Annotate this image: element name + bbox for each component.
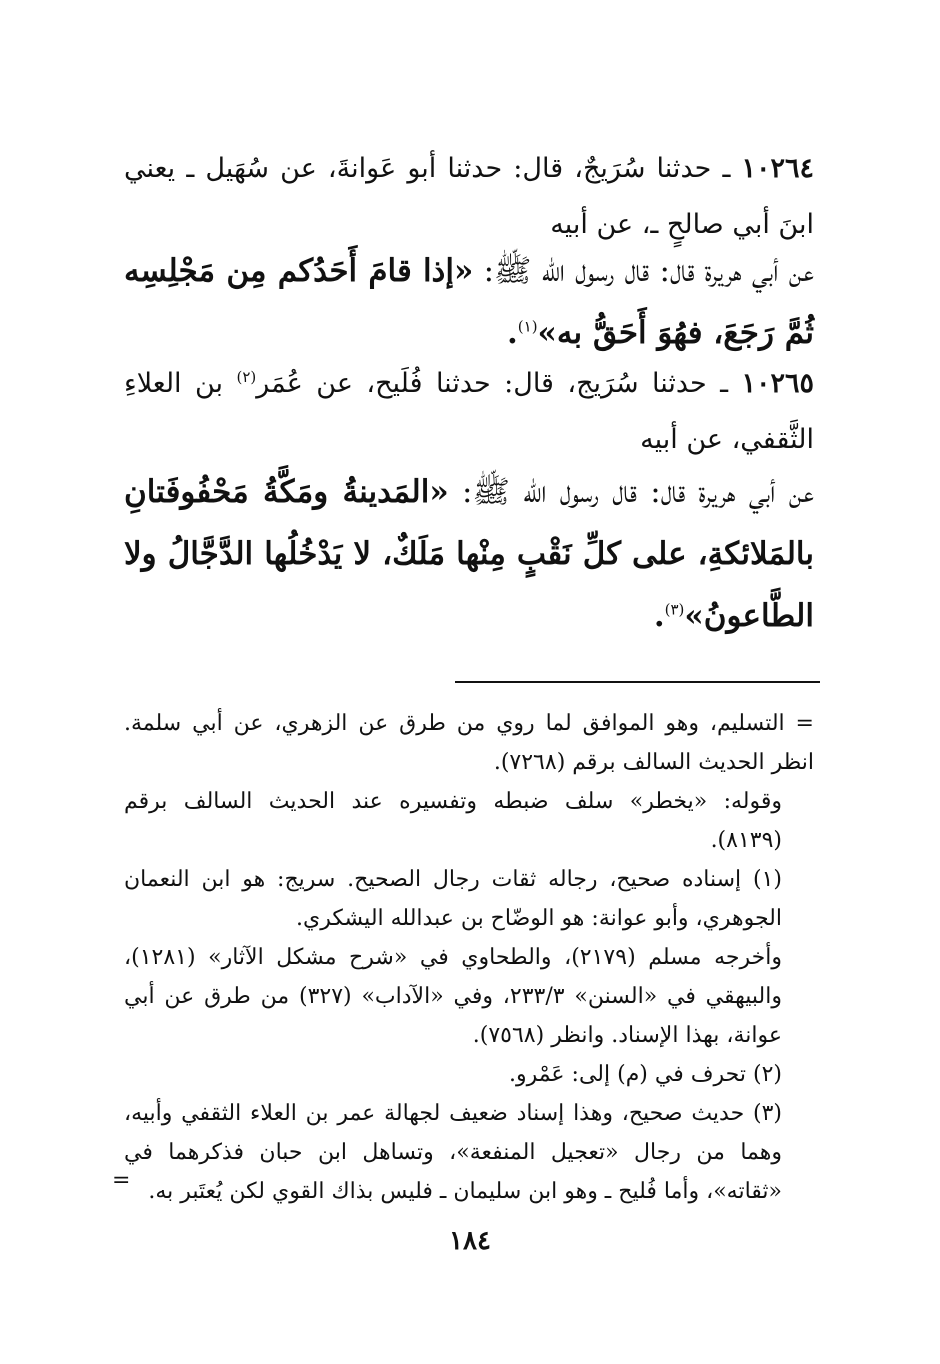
hadith-10264-matn [124,240,814,364]
footnote-3: (٣) حديث صحيح، وهذا إسناد ضعيف لجهالة عمر بن العلاء الثقفي وأبيه، وهما من رجال «تعجيل المنفعة»، وتساهل ابن حبان فذكرهما في «ثقاته»، وأما فُليح ـ وهو ابن سليمان ـ فليس بذاك القوي لكن يُعتَبر به. [124,1101,782,1204]
footnote-ref-3: (٣) [664,600,685,619]
footnote-1-sources: وأخرجه مسلم (٢١٧٩)، والطحاوي في «شرح مشكل الآثار» (١٢٨١)، والبيهقي في «السنن» ٢٣٣/٣، وفي «الآداب» (٣٢٧) من طرق عن أبي عوانة، بهذا الإسناد. وانظر (٧٥٦٨). [124,945,782,1048]
footnote-separator [455,681,820,683]
matn-text: «المَدينةُ ومَكَّةُ مَحْفُوفَتانِ بالمَلائكةِ، على كلِّ نَقْبٍ مِنْها مَلَكٌ، لا يَدْخُلُها الدَّجَّالُ ولا الطَّاعونُ» [124,474,814,634]
hadith-number: ١٠٢٦٤ [741,153,814,184]
footnote-1: (١) إسناده صحيح، رجاله ثقات رجال الصحيح. سريج: هو ابن النعمان الجوهري، وأبو عوانة: هو الوضّاح بن عبدالله اليشكري. [124,867,782,931]
isnad-text-2: بن العلاءِ الثَّقفي، عن أبيه [124,368,814,455]
footnote-ref-2: (٢) [236,368,257,386]
page-number: ١٨٤ [449,1226,491,1256]
continuation-mark: = [112,1168,131,1193]
footnote-continuation: = التسليم، وهو الموافق لما روي من طرق عن الزهري، عن أبي سلمة. انظر الحديث السالف برقم (٧٢٦٨). [124,711,814,775]
matn-end: . [506,315,518,351]
footnotes [124,704,814,1211]
footnote-2: (٢) تحرف في (م) إلى: عَمْرو. [508,1062,782,1087]
isnad-text-1: ـ حدثنا سُرَيج، قال: حدثنا فُلَيح، عن عُمَر [256,368,742,399]
matn-prefix: عن أبي هريرة قال: قال رسول الله ﷺ: [448,474,814,510]
footnote-yakhtur: وقوله: «يخطر» سلف ضبطه وتفسيره عند الحديث السالف برقم (٨١٣٩). [124,789,782,853]
hadith-number: ١٠٢٦٥ [741,368,815,399]
matn-end: . [653,598,665,634]
hadith-10265-isnad [124,356,814,468]
matn-prefix: عن أبي هريرة قال: قال رسول الله ﷺ: [473,253,814,289]
hadith-10265-matn [124,461,814,647]
matn-text: «إذا قامَ أَحَدُكم مِن مَجْلِسِه ثُمَّ رَجَعَ، فهُوَ أَحَقُّ به» [124,253,814,351]
isnad-text: ـ حدثنا سُرَيجٌ، قال: حدثنا أبو عَوانةَ، عن سُهَيل ـ يعني ابنَ أبي صالحٍ ـ، عن أبيه [124,153,814,240]
hadith-10264-isnad [124,141,814,253]
footnote-ref-1: (١) [517,317,538,336]
